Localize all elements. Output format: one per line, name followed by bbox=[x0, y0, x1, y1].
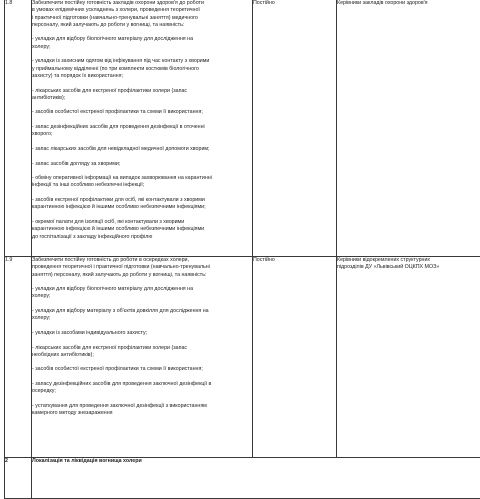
description-line: персоналу, який залучають до роботи у вогнищі, та наявність: bbox=[32, 22, 252, 29]
description-line: антибіотиків); bbox=[32, 95, 252, 102]
line-gap bbox=[32, 29, 252, 36]
table-row bbox=[5, 0, 480, 257]
line-gap bbox=[32, 117, 252, 124]
plan-table bbox=[4, 0, 480, 499]
description-line: захисту) та порядок їх використання; bbox=[32, 73, 252, 80]
description-line: хворого; bbox=[32, 131, 252, 138]
description-line: - укладки для відбору біологічного матеріалу для дослідження на bbox=[32, 36, 252, 43]
item-responsible: Керівники закладів охорони здоров'я bbox=[337, 0, 480, 257]
description-line: проведення теоретичної і практичної підготовки (навчально-тренувальні bbox=[32, 264, 252, 271]
description-line: Забезпечити постійну готовність закладів охорони здоров'я до роботи bbox=[32, 0, 252, 7]
item-responsible bbox=[337, 257, 480, 458]
line-gap bbox=[32, 190, 252, 197]
description-line: холеру; bbox=[32, 44, 252, 51]
description-line: - обміну оперативної інформації на випадок захворювання на карантинні bbox=[32, 175, 252, 182]
line-gap bbox=[32, 80, 252, 87]
responsible-line: Керівники відокремлених структурних bbox=[337, 257, 480, 264]
line-gap bbox=[32, 212, 252, 219]
description-line: - запас дезінфекційних засобів для проведення дезінфекції в оточенні bbox=[32, 124, 252, 131]
description-line: - лікарських засобів для екстреної профілактики холери (запас bbox=[32, 88, 252, 95]
line-gap bbox=[32, 359, 252, 366]
description-line: - запас лікарських засобів для невідкладної медичної допомоги хворим; bbox=[32, 146, 252, 153]
description-lines bbox=[32, 0, 252, 241]
description-line: карантинною інфекцією й іншими особливо небезпечними інфекціями; bbox=[32, 204, 252, 211]
description-line: Забезпечити постійну готовність до роботи в осередках холери, bbox=[32, 257, 252, 264]
description-lines bbox=[32, 257, 252, 418]
description-line: карантинною інфекцією й іншими особливо небезпечними інфекціями bbox=[32, 226, 252, 233]
description-line: холеру; bbox=[32, 315, 252, 322]
table-row bbox=[5, 257, 480, 458]
line-gap bbox=[32, 279, 252, 286]
line-gap bbox=[32, 168, 252, 175]
item-term: Постійно bbox=[253, 257, 337, 458]
line-gap bbox=[32, 396, 252, 403]
item-description bbox=[32, 257, 253, 458]
description-line: - укладки для відбору біологічного матеріалу для дослідження на bbox=[32, 286, 252, 293]
item-description bbox=[32, 0, 253, 257]
description-line: - засобів особистої екстреної профілактики та схеми її використання; bbox=[32, 366, 252, 373]
item-number: 1.8 bbox=[5, 0, 32, 257]
section-number: 2 bbox=[5, 458, 32, 499]
section-title: Локалізація та ліквідація вогнища холери bbox=[32, 458, 480, 499]
line-gap bbox=[32, 139, 252, 146]
line-gap bbox=[32, 337, 252, 344]
description-line: - укладки із засобами індивідуального захисту; bbox=[32, 330, 252, 337]
line-gap bbox=[32, 102, 252, 109]
line-gap bbox=[32, 153, 252, 160]
description-line: - укладки із захисним одягом від інфікування під час контакту з хворими bbox=[32, 58, 252, 65]
description-line: - лікарських засобів для екстреної профілактики холери (запас bbox=[32, 345, 252, 352]
description-line: заняття) персоналу, який залучають до роботи у вогнищі, та наявність: bbox=[32, 272, 252, 279]
section-row bbox=[5, 458, 480, 499]
description-line: - запас засобів догляду за хворими; bbox=[32, 161, 252, 168]
description-line: і практичної підготовки (навчально-тренувальні заняття) медичного bbox=[32, 15, 252, 22]
description-line: в умовах епідемічних ускладнень з холери, проведення теоретичної bbox=[32, 7, 252, 14]
description-line: до госпіталізації з закладу інфекційного профілю bbox=[32, 234, 252, 241]
description-line: холеру; bbox=[32, 293, 252, 300]
item-term: Постійно bbox=[253, 0, 337, 257]
description-line: - окремої палати для ізоляції осіб, які контактували з хворими bbox=[32, 219, 252, 226]
item-number: 1.9 bbox=[5, 257, 32, 458]
description-line: у приймальному відділенні (по три комплекти костюмів біологічного bbox=[32, 66, 252, 73]
responsible-line: підрозділів ДУ «Львівський ОЦКПХ МОЗ» bbox=[337, 264, 480, 271]
line-gap bbox=[32, 323, 252, 330]
description-line: - засобів екстреної профілактики для осіб, які контактували з хворими bbox=[32, 197, 252, 204]
description-line: камерного методу знезараження bbox=[32, 410, 252, 417]
line-gap bbox=[32, 51, 252, 58]
line-gap bbox=[32, 374, 252, 381]
description-line: осередку; bbox=[32, 388, 252, 395]
description-line: інфекції та інші особливо небезпечні інфекції; bbox=[32, 182, 252, 189]
description-line: необхідних антибіотиків); bbox=[32, 352, 252, 359]
line-gap bbox=[32, 301, 252, 308]
description-line: - засобів особистої екстреної профілактики та схеми її використання; bbox=[32, 109, 252, 116]
description-line: - устаткування для проведення заключної дезінфекції з використанням bbox=[32, 403, 252, 410]
description-line: - укладки для відбору матеріалу з об'єктів довкілля для дослідження на bbox=[32, 308, 252, 315]
description-line: - запасу дезінфекційних засобів для проведення заключної дезінфекції в bbox=[32, 381, 252, 388]
